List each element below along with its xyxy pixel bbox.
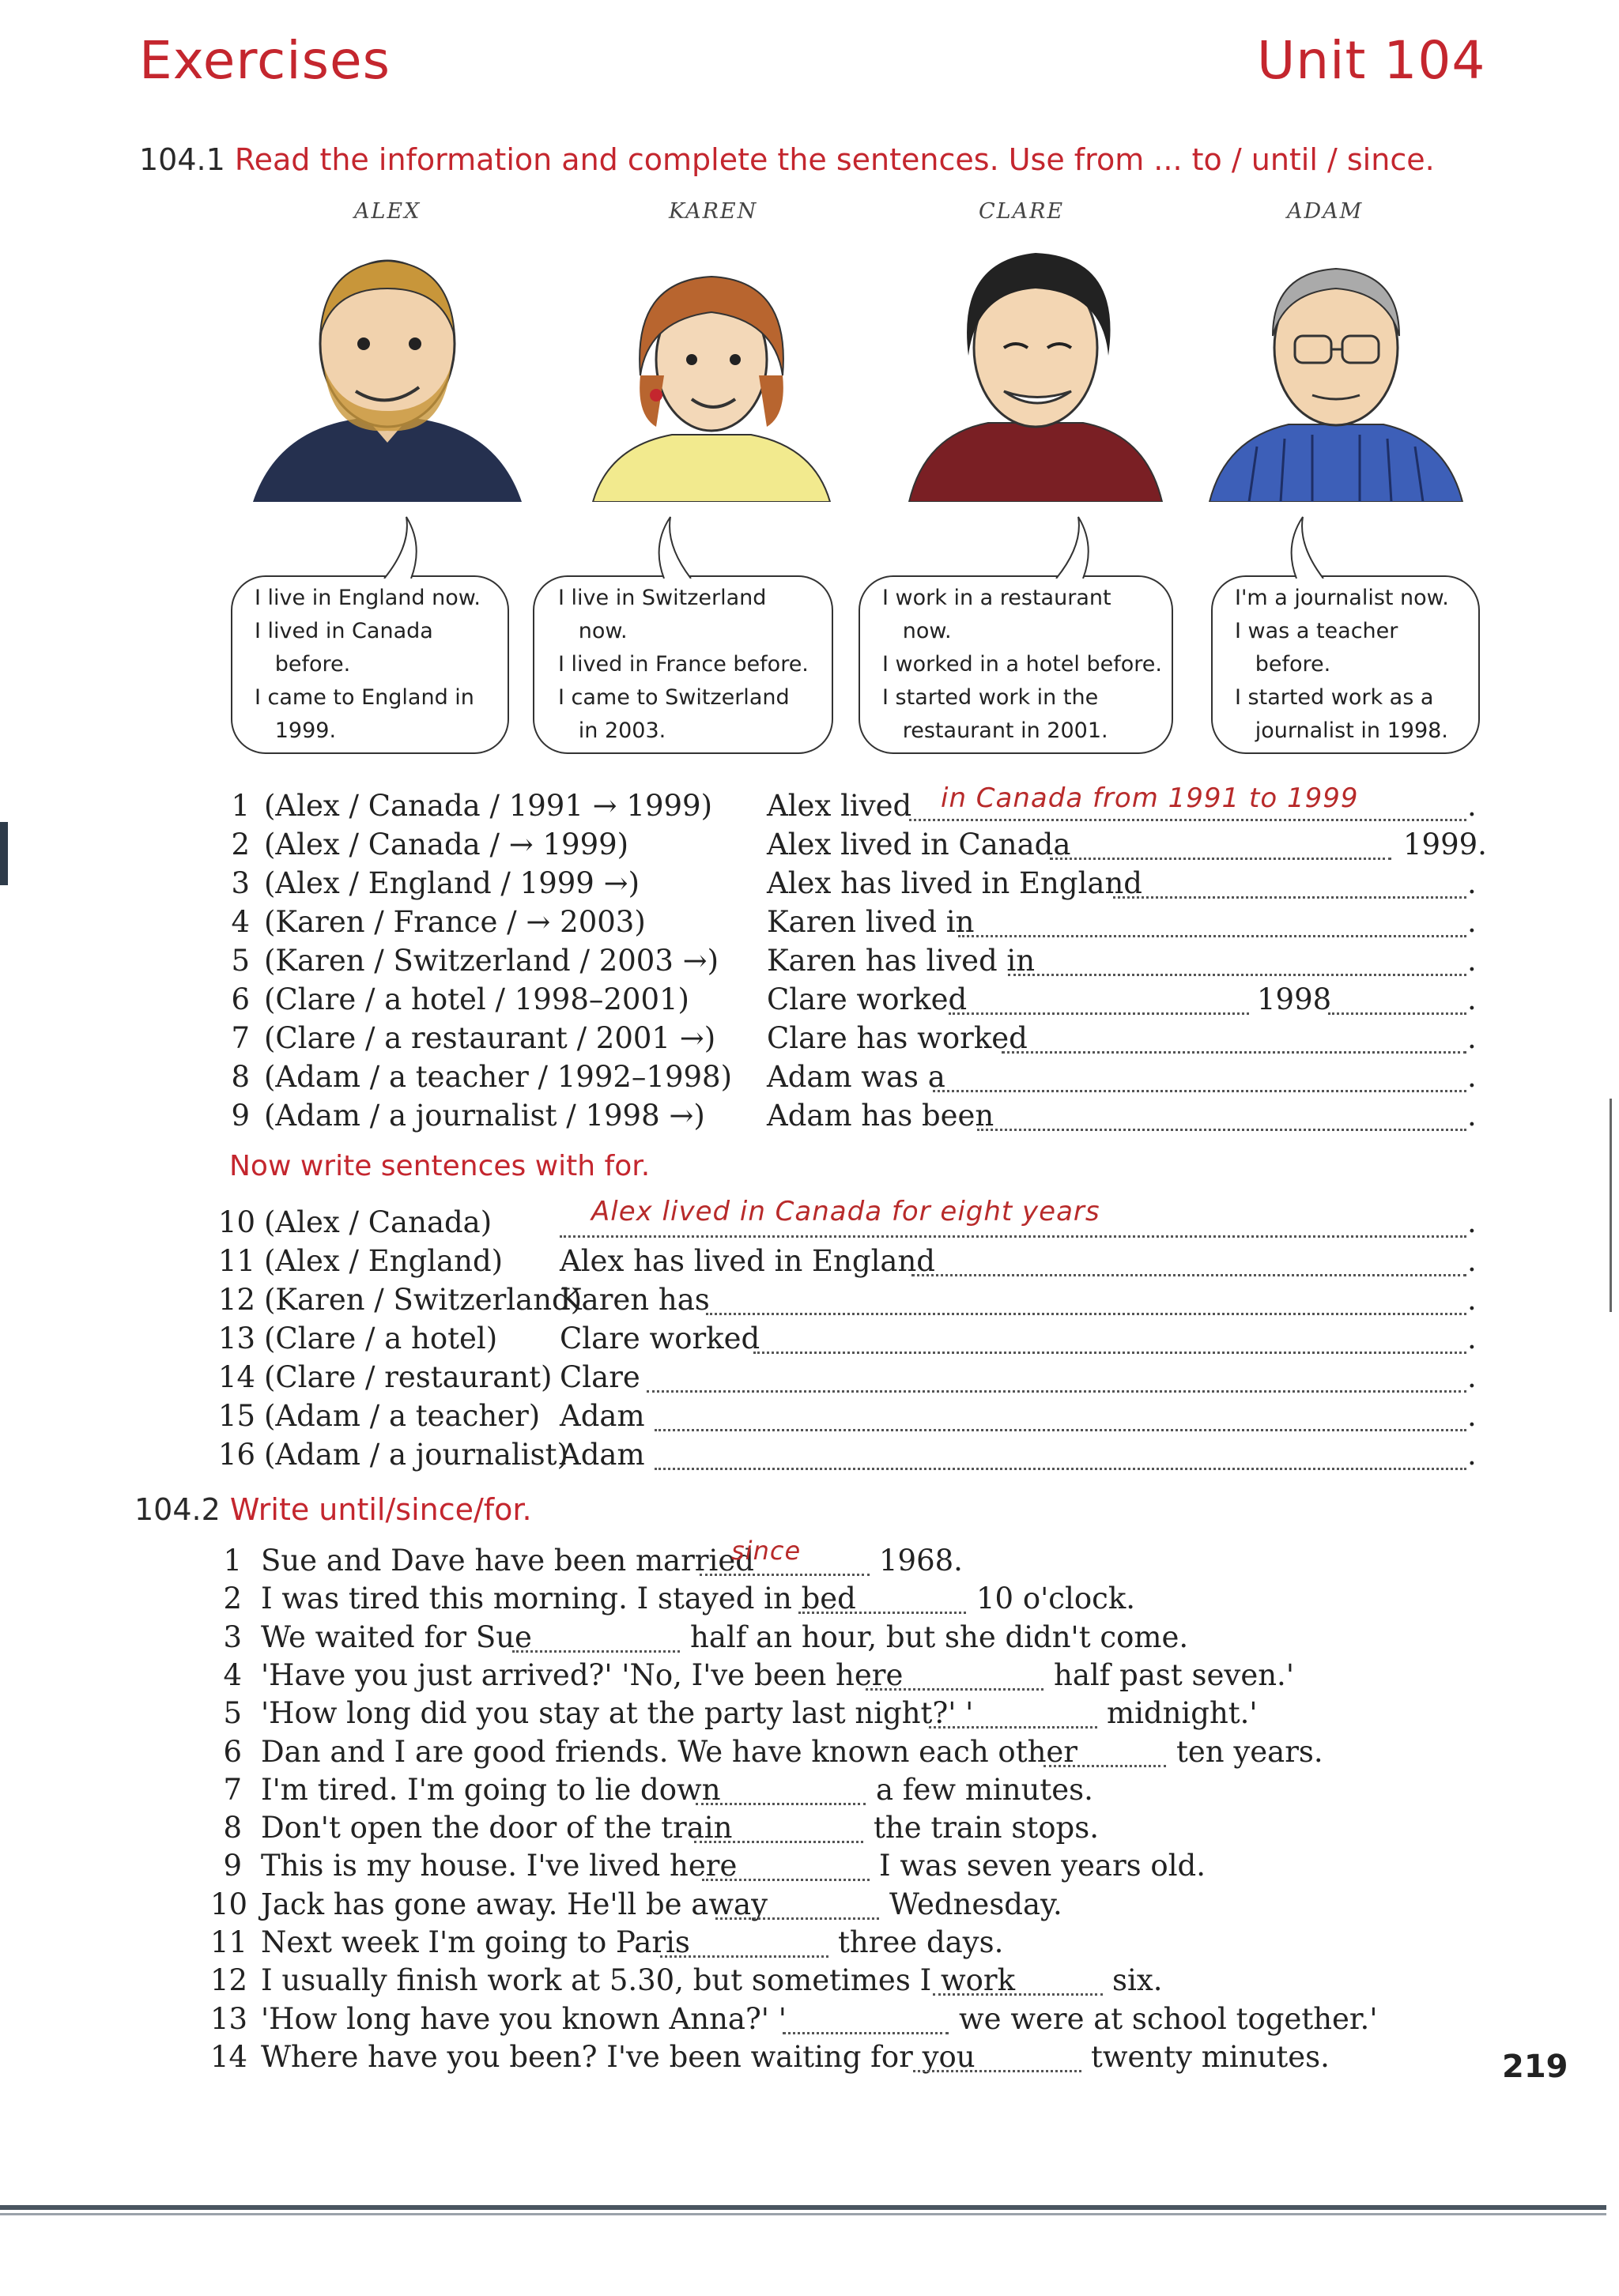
sentence-after: midnight.' — [1107, 1696, 1258, 1730]
exercise-instruction: Read the information and complete the sentences. Use from ... to / until / since. — [234, 142, 1435, 177]
sentence-before: We waited for Sue — [261, 1620, 532, 1654]
sentence-end: . — [1467, 944, 1477, 978]
handwritten-answer: Alex lived in Canada for eight years — [591, 1196, 1100, 1227]
answer-blank[interactable] — [929, 1726, 1097, 1729]
sentence-before: I usually finish work at 5.30, but sometimes I work — [261, 1963, 1015, 1997]
sentence-start: Karen has lived in — [767, 944, 1036, 978]
sentence-after: half past seven.' — [1054, 1658, 1294, 1692]
answer-blank[interactable] — [913, 2070, 1081, 2072]
clare-portrait — [901, 237, 1170, 502]
exercise-number: 104.2 — [134, 1492, 221, 1527]
sentence-before: Don't open the door of the train — [261, 1811, 733, 1845]
sentence-start: Adam — [560, 1438, 645, 1472]
bubble-tail-alex — [379, 514, 427, 579]
sentence-before: Dan and I are good friends. We have known each other — [261, 1735, 1077, 1769]
sentence-start: Alex has lived in England — [767, 866, 1142, 900]
person-name-karen: KAREN — [669, 199, 758, 224]
for-subheading: Now write sentences with for. — [229, 1150, 651, 1182]
answer-blank[interactable] — [1002, 1051, 1466, 1054]
sentence-after: three days. — [838, 1925, 1004, 1959]
alex-portrait — [245, 233, 530, 502]
sentence-start: Clare worked — [767, 982, 968, 1016]
sentence-after: twenty minutes. — [1091, 2040, 1330, 2074]
sentence-end: . — [1467, 789, 1477, 823]
item-number: 6 — [223, 1735, 242, 1769]
answer-blank[interactable] — [706, 1313, 1466, 1315]
unit-prefix: Unit — [1257, 30, 1384, 91]
answer-blank[interactable] — [1328, 1012, 1466, 1015]
sentence-after: a few minutes. — [876, 1773, 1093, 1807]
bubble-text-adam: I'm a journalist now. I was a teacher before. I started work as a journalist in 1998. — [1235, 586, 1449, 743]
item-number: 11 — [218, 1244, 256, 1278]
exercise-104-1-heading — [139, 142, 1435, 177]
handwritten-answer: since — [731, 1536, 802, 1566]
answer-blank[interactable] — [655, 1429, 1466, 1431]
item-number: 8 — [231, 1060, 250, 1094]
item-number: 9 — [223, 1849, 242, 1883]
person-name-clare: CLARE — [979, 199, 1065, 224]
item-cue: (Karen / Switzerland / 2003 →) — [264, 944, 719, 978]
item-cue: (Clare / a hotel) — [264, 1321, 498, 1355]
bubble-tail-adam — [1281, 514, 1328, 579]
answer-blank[interactable] — [866, 1688, 1043, 1691]
sentence-end: . — [1467, 1360, 1477, 1394]
item-cue: (Clare / a restaurant / 2001 →) — [264, 1021, 716, 1055]
sentence-end: . — [1467, 982, 1477, 1016]
answer-blank[interactable] — [977, 1129, 1466, 1131]
sentence-start: Karen has — [560, 1283, 710, 1317]
unit-number: 104 — [1383, 30, 1486, 91]
sentence-start: Adam — [560, 1399, 645, 1433]
sentence-before: 'How long have you known Anna?' ' — [261, 2002, 787, 2036]
sentence-start: Clare worked — [560, 1321, 760, 1355]
sentence-after: I was seven years old. — [879, 1849, 1206, 1883]
sentence-after: half an hour, but she didn't come. — [690, 1620, 1189, 1654]
page-number: 219 — [1502, 2049, 1568, 2085]
sentence-end: . — [1467, 1399, 1477, 1433]
sentence-end: . — [1467, 1021, 1477, 1055]
answer-blank[interactable] — [694, 1841, 863, 1843]
answer-blank[interactable] — [783, 2032, 949, 2034]
item-number: 16 — [218, 1438, 256, 1472]
item-number: 7 — [231, 1021, 250, 1055]
answer-blank[interactable] — [949, 1012, 1249, 1015]
answer-blank[interactable] — [700, 1574, 870, 1576]
sentence-after: 1968. — [879, 1544, 963, 1578]
item-cue: (Adam / a teacher / 1992–1998) — [264, 1060, 732, 1094]
item-number: 1 — [223, 1544, 242, 1578]
bubble-text-clare: I work in a restaurant now. I worked in a hotel before. I started work in the restaurant in 2001. — [882, 586, 1162, 743]
item-number: 2 — [223, 1582, 242, 1615]
item-number: 8 — [223, 1811, 242, 1845]
item-cue: (Alex / Canada) — [264, 1205, 492, 1239]
sentence-start: Alex lived in Canada — [767, 828, 1071, 861]
bubble-text-karen: I live in Switzerland now. I lived in France before. I came to Switzerland in 2003. — [558, 586, 809, 743]
sentence-end: 1999. — [1403, 828, 1487, 861]
sentence-before: 'Have you just arrived?' 'No, I've been here — [261, 1658, 904, 1692]
item-cue: (Alex / Canada / 1991 → 1999) — [264, 789, 713, 823]
sentence-after: ten years. — [1176, 1735, 1323, 1769]
item-cue: (Karen / France / → 2003) — [264, 905, 646, 939]
item-number: 10 — [210, 1887, 248, 1921]
item-number: 3 — [223, 1620, 242, 1654]
item-number: 13 — [218, 1321, 256, 1355]
sentence-end: . — [1467, 905, 1477, 939]
item-number: 5 — [231, 944, 250, 978]
item-cue: (Clare / a hotel / 1998–2001) — [264, 982, 689, 1016]
bottom-border — [0, 2205, 1606, 2210]
sentence-end: . — [1467, 1099, 1477, 1133]
answer-blank[interactable] — [958, 935, 1466, 937]
item-number: 14 — [210, 2040, 248, 2074]
sentence-before: Where have you been? I've been waiting for you — [261, 2040, 976, 2074]
sentence-start: Karen lived in — [767, 905, 975, 939]
item-cue: (Alex / England) — [264, 1244, 504, 1278]
sentence-start: Alex lived — [767, 789, 912, 823]
sentence-before: This is my house. I've lived here — [261, 1849, 738, 1883]
item-cue: (Clare / restaurant) — [264, 1360, 553, 1394]
bubble-tail-clare — [1051, 514, 1099, 579]
answer-blank[interactable] — [512, 1650, 680, 1653]
item-number: 6 — [231, 982, 250, 1016]
answer-blank[interactable] — [753, 1352, 1466, 1354]
sentence-after: we were at school together.' — [959, 2002, 1378, 2036]
sentence-end: . — [1467, 1205, 1477, 1239]
item-number: 13 — [210, 2002, 248, 2036]
unit-label — [1257, 30, 1485, 91]
bubble-text-alex: I live in England now. I lived in Canada before. I came to England in 1999. — [255, 586, 481, 743]
sentence-end: . — [1467, 1060, 1477, 1094]
item-number: 9 — [231, 1099, 250, 1133]
sentence-before: Jack has gone away. He'll be away — [261, 1887, 768, 1921]
item-number: 1 — [231, 789, 250, 823]
answer-blank[interactable] — [909, 819, 1466, 821]
answer-blank[interactable] — [647, 1390, 1466, 1393]
margin-tab — [0, 822, 8, 885]
item-number: 14 — [218, 1360, 256, 1394]
item-cue: (Alex / Canada / → 1999) — [264, 828, 629, 861]
item-cue: (Adam / a teacher) — [264, 1399, 541, 1433]
item-cue: (Adam / a journalist / 1998 →) — [264, 1099, 705, 1133]
answer-blank[interactable] — [715, 1917, 879, 1920]
item-number: 3 — [231, 866, 250, 900]
bubble-tail-karen — [648, 514, 696, 579]
sentence-start: Adam has been — [767, 1099, 994, 1133]
sentence-before: 'How long did you stay at the party last night?' ' — [261, 1696, 974, 1730]
person-name-alex: ALEX — [354, 199, 421, 224]
answer-blank[interactable] — [702, 1879, 870, 1881]
bottom-border-thin — [0, 2213, 1606, 2215]
sentence-after: 10 o'clock. — [976, 1582, 1136, 1615]
sentence-end: . — [1467, 1438, 1477, 1472]
exercise-instruction: Write until/since/for. — [229, 1492, 532, 1527]
margin-line — [1610, 1099, 1612, 1312]
answer-blank[interactable] — [1008, 974, 1466, 976]
answer-blank[interactable] — [660, 1955, 828, 1958]
exercise-number: 104.1 — [139, 142, 225, 177]
sentence-before: Sue and Dave have been married — [261, 1544, 754, 1578]
answer-blank[interactable] — [798, 1612, 966, 1614]
answer-blank[interactable] — [933, 1993, 1103, 1996]
sentence-end: . — [1467, 1244, 1477, 1278]
item-number: 4 — [223, 1658, 242, 1692]
sentence-before: I'm tired. I'm going to lie down — [261, 1773, 721, 1807]
person-name-adam: ADAM — [1287, 199, 1364, 224]
item-number: 11 — [210, 1925, 248, 1959]
item-number: 2 — [231, 828, 250, 861]
item-cue: (Alex / England / 1999 →) — [264, 866, 640, 900]
sentence-before: Next week I'm going to Paris — [261, 1925, 690, 1959]
handwritten-answer: in Canada from 1991 to 1999 — [941, 782, 1359, 814]
sentence-before: I was tired this morning. I stayed in bed — [261, 1582, 856, 1615]
sentence-start: Clare — [560, 1360, 640, 1394]
sentence-mid: 1998 — [1257, 982, 1332, 1016]
answer-blank[interactable] — [560, 1235, 1466, 1238]
answer-blank[interactable] — [911, 1274, 1466, 1276]
answer-blank[interactable] — [933, 1090, 1466, 1092]
answer-blank[interactable] — [1113, 896, 1466, 899]
sentence-after: Wednesday. — [889, 1887, 1062, 1921]
sentence-after: the train stops. — [874, 1811, 1099, 1845]
sentence-end: . — [1467, 1283, 1477, 1317]
sentence-start: Clare has worked — [767, 1021, 1028, 1055]
item-cue: (Adam / a journalist) — [264, 1438, 568, 1472]
item-number: 7 — [223, 1773, 242, 1807]
answer-blank[interactable] — [1050, 858, 1391, 860]
item-number: 15 — [218, 1399, 256, 1433]
karen-portrait — [577, 257, 846, 502]
page-title: Exercises — [139, 30, 391, 91]
adam-portrait — [1202, 241, 1470, 502]
answer-blank[interactable] — [1043, 1765, 1166, 1767]
answer-blank[interactable] — [655, 1468, 1466, 1470]
sentence-after: six. — [1112, 1963, 1163, 1997]
answer-blank[interactable] — [696, 1803, 866, 1805]
item-number: 5 — [223, 1696, 242, 1730]
item-number: 12 — [210, 1963, 248, 1997]
item-number: 12 — [218, 1283, 256, 1317]
sentence-end: . — [1467, 1321, 1477, 1355]
item-number: 4 — [231, 905, 250, 939]
sentence-end: . — [1467, 866, 1477, 900]
sentence-start: Adam was a — [767, 1060, 945, 1094]
item-number: 10 — [218, 1205, 256, 1239]
sentence-start: Alex has lived in England — [560, 1244, 935, 1278]
item-cue: (Karen / Switzerland) — [264, 1283, 583, 1317]
exercise-104-2-heading — [134, 1492, 532, 1527]
